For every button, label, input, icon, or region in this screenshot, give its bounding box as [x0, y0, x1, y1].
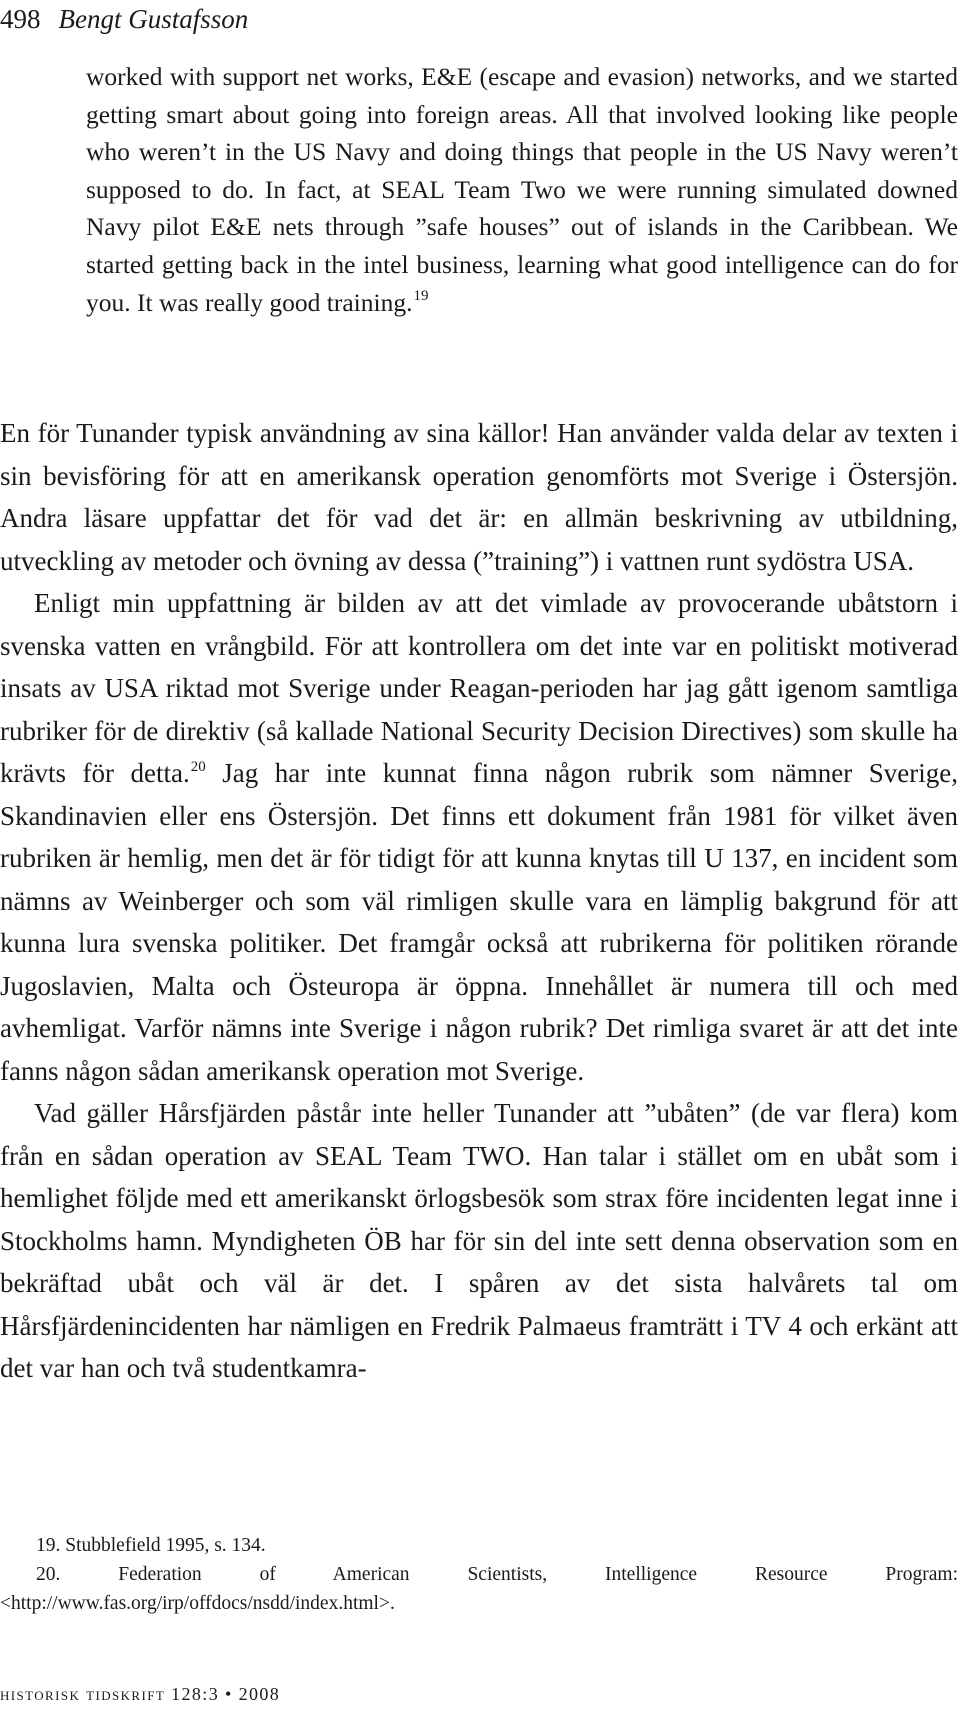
footnotes	[0, 1531, 958, 1618]
paragraph-2	[0, 582, 958, 1092]
block-quote	[86, 58, 958, 321]
quote-text: worked with support net works, E&E (escape and evasion) networks, and we started getting smart about going into foreign areas. All that involved looking like people who weren’t in the US Navy and doing things that people in the US Navy weren’t supposed to do. In fact, at SEAL Team Two we were running simulated downed Navy pilot E&E nets through ”safe houses” out of islands in the Caribbean. We started getting back in the intel business, learning what good intelligence can do for you. It was really good training.	[86, 62, 958, 317]
paragraph-2-part-a: Enligt min uppfattning är bilden av att det vimlade av provocerande ubåtstorn i svenska vatten en vrångbild. För att kontrollera om det inte var en politiskt motiverad insats av USA riktad mot Sverige under Reagan-perioden har jag gått igenom samtliga rubriker för de direktiv (så kallade National Security Decision Directives) som skulle ha krävts för detta.	[0, 588, 958, 788]
footnote-20: 20. Federation of American Scientists, Intelligence Resource Program: <http://www.fas.org/irp/offdocs/nsdd/index.html>.	[0, 1564, 958, 1614]
footnote-ref-19[interactable]: 19	[413, 287, 429, 304]
body-text	[0, 412, 958, 1390]
paragraph-2-part-b: Jag har inte kunnat finna någon rubrik som nämner Sverige, Skandinavien eller ens Östersjön. Det finns ett dokument från 1981 för vilket även rubriken är hemlig, men det är för tidigt för att kunna knytas till U 137, en incident som nämns av Weinberger och som väl rimligen skulle vara en lämplig bakgrund för att kunna lura svenska politiker. Det framgår också att rubrikerna för politiken rörande Jugoslavien, Malta och Östeuropa är öppna. Innehållet är numera till och med avhemligat. Varför nämns inte Sverige i någon rubrik? Det rimliga svaret är att det inte fanns någon sådan amerikansk operation mot Sverige.	[0, 758, 958, 1086]
paragraph-1: En för Tunander typisk användning av sina källor! Han använder valda delar av texten i sin bevisföring för att en amerikansk operation genomförts mot Sverige i Östersjön. Andra läsare uppfattar det för vad det är: en allmän beskrivning av utbildning, utveckling av metoder och övning av dessa (”training”) i vattnen runt sydöstra USA.	[0, 418, 958, 576]
footnote-ref-20[interactable]: 20	[190, 759, 206, 775]
paragraph-3: Vad gäller Hårsfjärden påstår inte heller Tunander att ”ubåten” (de var flera) kom från en sådan operation av SEAL Team TWO. Han talar i stället om en ubåt som i hemlighet följde med ett amerikanskt örlogsbesök som strax före incidenten legat inne i Stockholms hamn. Myndigheten ÖB har för sin del inte sett denna observation som en bekräftad ubåt och väl är det. I spåren av det sista halvårets tal om Hårsfjärdenincidenten har nämligen en Fredrik Palmaeus framträtt i TV 4 och erkänt att det var han och två studentkamra-	[0, 1098, 958, 1383]
journal-footer: historisk tidskrift 128:3 • 2008	[0, 1684, 281, 1704]
quote-paragraph	[86, 58, 958, 321]
page-number: 498	[0, 4, 41, 34]
running-head	[0, 2, 248, 36]
footnote-19: 19. Stubblefield 1995, s. 134.	[36, 1535, 266, 1556]
author-name: Bengt Gustafsson	[58, 4, 249, 34]
